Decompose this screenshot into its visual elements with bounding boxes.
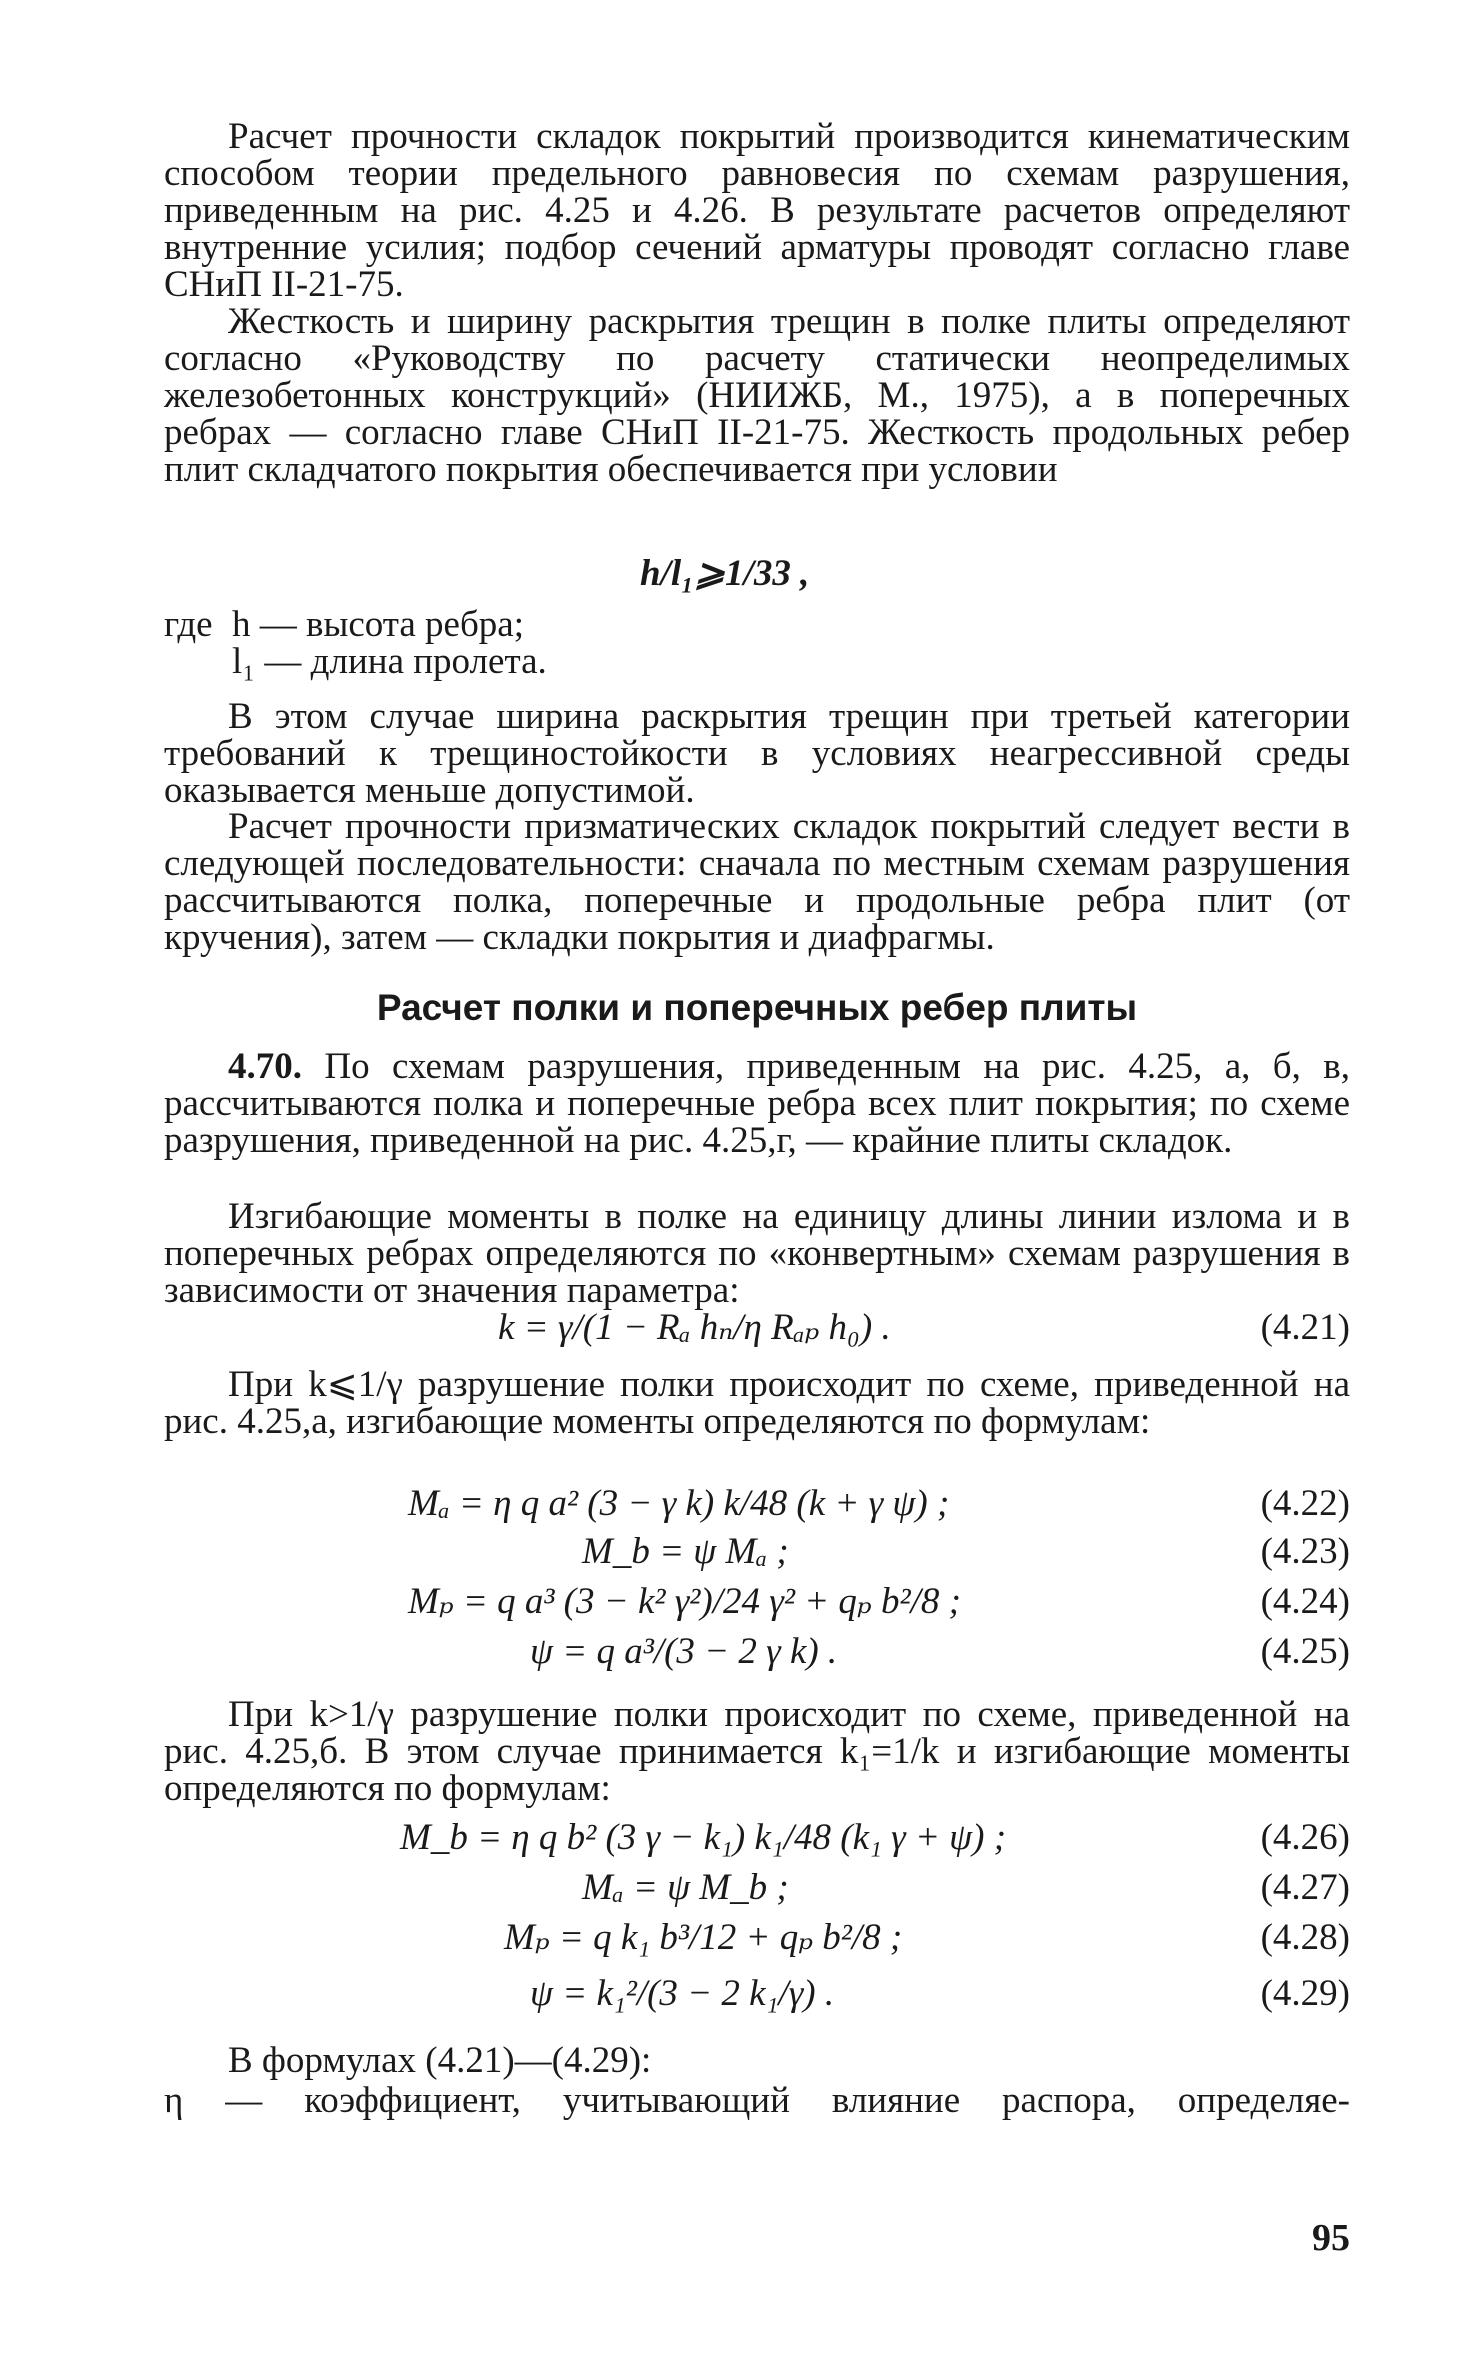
formula-4-21: [164, 1308, 1350, 1348]
formula-number: (4.21): [1260, 1307, 1350, 1348]
where-label: где: [164, 604, 213, 645]
paragraph-6: [164, 1198, 1350, 1309]
formula-4-28: [164, 1918, 1350, 1958]
paragraph-9: [164, 2042, 1350, 2079]
formula-4-23: [164, 1532, 1350, 1572]
formula-4-22: [164, 1484, 1350, 1524]
section-heading: Расчет полки и поперечных ребер плиты: [376, 987, 1138, 1028]
formula-expression: M_b = η q b² (3 γ − k₁) k₁/48 (k₁ γ + ψ) ;: [400, 1817, 1007, 1858]
formula-expression: Mₐ = η q a² (3 − γ k) k/48 (k + γ ψ) ;: [408, 1483, 950, 1524]
page-number: 95: [1312, 2217, 1350, 2259]
paragraph-text: При k>1/γ разрушение полки происходит по схеме, приведенной на рис. 4.25,б. В этом случае принимается k₁=1/k и изгибающие моменты определяются по формулам:: [164, 1694, 1350, 1809]
paragraph-3: [164, 698, 1350, 809]
formula-expression: Mₐ = ψ M_b ;: [582, 1867, 789, 1908]
clause-number: 4.70.: [228, 1046, 302, 1087]
formula-4-29: [164, 1974, 1350, 2014]
paragraph-2: [164, 303, 1350, 488]
formula-number: (4.24): [1260, 1581, 1350, 1622]
paragraph-text: В формулах (4.21)—(4.29):: [228, 2040, 652, 2081]
where-h-definition: h — высота ребра;: [232, 604, 525, 645]
paragraph-8: [164, 1696, 1350, 1807]
paragraph-text: Расчет прочности призматических складок покрытий следует вести в следующей последовательности: сначала по местным схемам разрушения рассчитываются полка, поперечные и продольные ребра плит (от кручения), затем — складки покрытия и диафрагмы.: [164, 806, 1350, 958]
paragraph-5: [164, 1048, 1350, 1159]
paragraph-text: Изгибающие моменты в полке на единицу длины линии излома и в поперечных ребрах определяются по «конвертным» схемам разрушения в зависимости от значения параметра:: [164, 1196, 1350, 1311]
formula-4-27: [164, 1868, 1350, 1908]
formula-expression: Mₚ = q k₁ b³/12 + qₚ b²/8 ;: [504, 1917, 903, 1958]
where-l-definition: l₁ — длина пролета.: [232, 641, 547, 682]
formula-expression: k = γ/(1 − Rₐ hₙ/η Rₐₚ h₀) .: [498, 1307, 891, 1348]
paragraph-text: В этом случае ширина раскрытия трещин при третьей категории требований к трещиностойкости в условиях неагрессивной среды оказывается меньше допустимой.: [164, 696, 1350, 811]
condition-expression: h/l₁⩾1/33 ,: [640, 553, 810, 594]
paragraph-text: Жесткость и ширину раскрытия трещин в полке плиты определяют согласно «Руководству по расчету статически неопределимых железобетонных конструкций» (НИИЖБ, М., 1975), а в поперечных ребрах — согласно главе СНиП II-21-75. Жесткость продольных ребер плит складчатого покрытия обеспечивается при условии: [164, 301, 1350, 490]
formula-expression: ψ = k₁²/(3 − 2 k₁/γ) .: [530, 1973, 835, 2014]
formula-number: (4.25): [1260, 1631, 1350, 1672]
formula-expression: ψ = q a³/(3 − 2 γ k) .: [530, 1631, 838, 1672]
formula-number: (4.29): [1260, 1973, 1350, 2014]
paragraph-text: Расчет прочности складок покрытий производится кинематическим способом теории предельного равновесия по схемам разрушения, приведенным на рис. 4.25 и 4.26. В результате расчетов определяют внутренние усилия; подбор сечений арматуры проводят согласно главе СНиП II-21-75.: [164, 116, 1350, 305]
paragraph-4: [164, 808, 1350, 956]
paragraph-text: При k⩽1/γ разрушение полки происходит по схеме, приведенной на рис. 4.25,а, изгибающие моменты определяются по формулам:: [164, 1364, 1350, 1442]
condition-formula: [164, 554, 1350, 594]
clause-text: По схемам разрушения, приведенным на рис. 4.25, а, б, в, рассчитываются полка и поперечные ребра всех плит покрытия; по схеме разрушения, приведенной на рис. 4.25,г, — крайние плиты складок.: [164, 1046, 1350, 1161]
formula-number: (4.26): [1260, 1817, 1350, 1858]
formula-4-24: [164, 1582, 1350, 1622]
paragraph-text: [164, 1048, 1350, 1159]
formula-number: (4.22): [1260, 1483, 1350, 1524]
paragraph-1: [164, 118, 1350, 303]
formula-number: (4.28): [1260, 1917, 1350, 1958]
formula-number: (4.27): [1260, 1867, 1350, 1908]
formula-expression: M_b = ψ Mₐ ;: [582, 1531, 789, 1572]
paragraph-10: [164, 2082, 1350, 2119]
formula-4-25: [164, 1632, 1350, 1672]
formula-4-26: [164, 1818, 1350, 1858]
formula-expression: Mₚ = q a³ (3 − k² γ²)/24 γ² + qₚ b²/8 ;: [408, 1581, 961, 1622]
paragraph-7: [164, 1366, 1350, 1440]
paragraph-text: η — коэффициент, учитывающий влияние распора, определяе-: [164, 2080, 1350, 2121]
formula-number: (4.23): [1260, 1531, 1350, 1572]
